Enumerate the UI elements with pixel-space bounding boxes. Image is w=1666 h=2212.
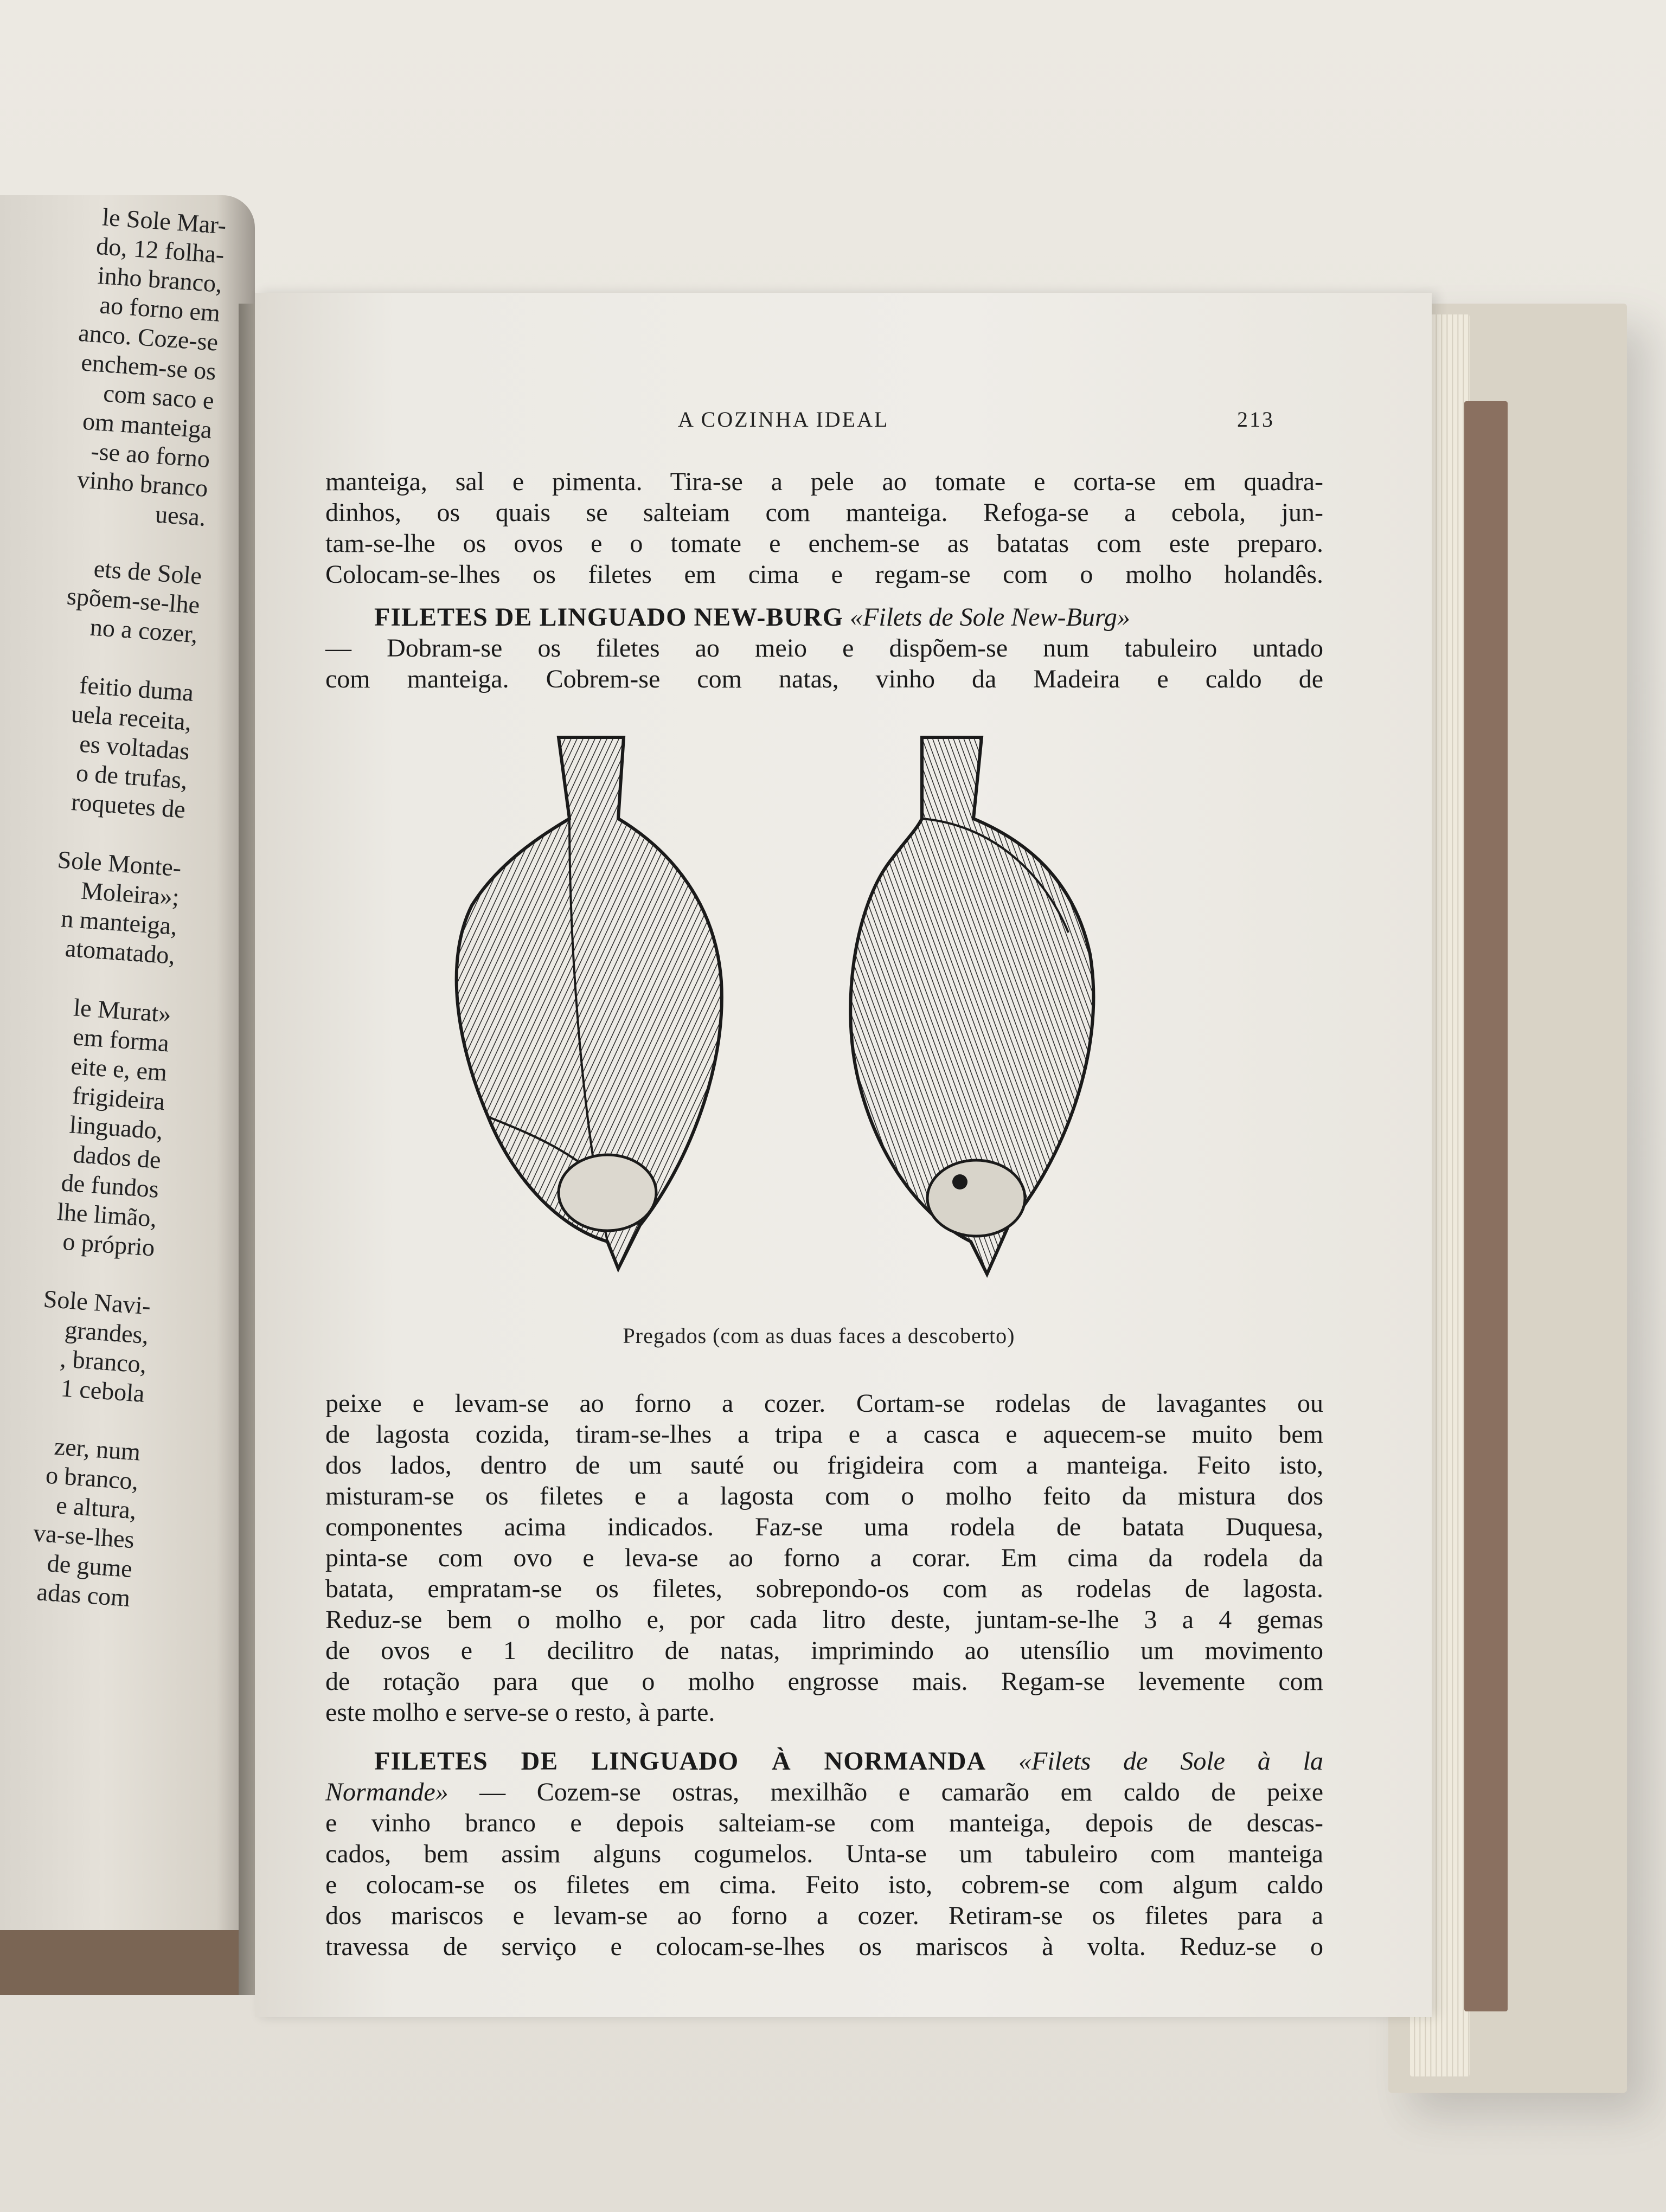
text-line: este molho e serve-se o resto, à parte.	[325, 1698, 715, 1727]
left-text-line: de fundos	[60, 1168, 160, 1203]
left-text-line: eite e, em	[70, 1052, 168, 1086]
left-text-line: dados de	[72, 1140, 162, 1174]
book-cover-edge	[1464, 401, 1508, 2011]
text-line: de ovos e 1 decilitro de natas, imprimindo ao utensílio um movimento	[325, 1636, 1323, 1665]
text-line: cados, bem assim alguns cogumelos. Unta-se um tabuleiro com manteiga	[325, 1840, 1323, 1868]
left-text-line: zer, num	[53, 1432, 142, 1466]
left-text-line: atomatado,	[64, 934, 176, 969]
text-line: dinhos, os quais se salteiam com manteiga. Refoga-se a cebola, jun-	[325, 498, 1323, 527]
left-text-line: frigideira	[71, 1081, 166, 1116]
left-text-line: o de trufas,	[75, 758, 189, 794]
text-line: pinta-se com ovo e leva-se ao forno a corar. Em cima da rodela da	[325, 1544, 1323, 1572]
left-text-line: com saco e	[102, 379, 215, 415]
text-line: e vinho branco e depois salteiam-se com manteiga, depois de descas-	[325, 1809, 1323, 1837]
recipe-heading	[325, 1746, 1323, 1777]
left-text-line: no a cozer,	[89, 613, 199, 648]
left-cover	[0, 1930, 255, 1995]
left-text-line: anco. Coze-se	[77, 318, 219, 356]
text-line: de lagosta cozida, tiram-se-lhes a tripa e a casca e aquecem-se muito bem	[325, 1420, 1323, 1449]
left-text-line: om manteiga	[81, 407, 213, 444]
recipe-title: FILETES DE LINGUADO NEW-BURG	[374, 603, 844, 632]
recipe-french-name: «Filets de Sole à la	[1018, 1747, 1324, 1776]
left-text-line: vinho branco	[76, 465, 209, 502]
text-line: com manteiga. Cobrem-se com natas, vinho da Madeira e caldo de	[325, 665, 1323, 693]
left-text-line: do, 12 folha-	[95, 232, 226, 269]
left-text-line: lhe limão,	[56, 1197, 158, 1232]
left-text-line: es voltadas	[78, 729, 191, 765]
book-title: A COZINHA IDEAL	[678, 407, 889, 432]
running-head	[678, 407, 1274, 439]
left-text-line: o branco,	[44, 1461, 139, 1495]
text-line: peixe e levam-se ao forno a cozer. Cortam-se rodelas de lavagantes ou	[325, 1389, 1323, 1418]
left-text-line: ao forno em	[99, 291, 221, 327]
page-number: 213	[1237, 407, 1274, 432]
text-line: dos lados, dentro de um sauté ou frigideira com a manteiga. Feito isto,	[325, 1451, 1323, 1480]
left-text-line: enchem-se os	[80, 348, 217, 385]
turbot-illustration-icon	[445, 726, 1161, 1317]
left-text-line: linguado,	[68, 1110, 164, 1145]
text-line: travessa de serviço e colocam-se-lhes os mariscos à volta. Reduz-se o	[325, 1932, 1323, 1961]
left-text-line: n manteiga,	[60, 904, 178, 941]
left-text-line: le Murat»	[72, 993, 172, 1028]
left-text-line: ets de Sole	[93, 554, 203, 590]
left-text-line: spõem-se-lhe	[66, 582, 201, 619]
left-text-line: va-se-lhes	[32, 1519, 136, 1554]
turbot-topside	[850, 737, 1093, 1274]
text-line: — Dobram-se os filetes ao meio e dispõem-se num tabuleiro untado	[325, 634, 1323, 663]
text-line: batata, empratam-se os filetes, sobrepondo-os com as rodelas de lagosta.	[325, 1574, 1323, 1603]
left-text-line: o próprio	[62, 1227, 156, 1262]
recipe-french-name-cont: Normande»	[325, 1778, 448, 1806]
figure-caption: Pregados (com as duas faces a descoberto)	[623, 1323, 1015, 1348]
recipe-heading	[325, 602, 1323, 633]
left-text-line: e altura,	[55, 1491, 138, 1525]
left-text-line: Moleira»;	[80, 876, 181, 911]
text-line: misturam-se os filetes e a lagosta com o molho feito da mistura dos	[325, 1482, 1323, 1510]
left-text-line: grandes,	[64, 1315, 150, 1349]
left-text-line: uela receita,	[70, 699, 193, 736]
left-text-line: roquetes de	[70, 787, 187, 824]
left-text-line: inho branco,	[97, 261, 223, 298]
text-line: de rotação para que o molho engrosse mais. Regam-se levemente com	[325, 1667, 1323, 1696]
left-text-line: -se ao forno	[90, 436, 211, 473]
recipe-title: FILETES DE LINGUADO À NORMANDA	[374, 1747, 986, 1776]
text-line: componentes acima indicados. Faz-se uma rodela de batata Duquesa,	[325, 1513, 1323, 1541]
left-text-line: em forma	[72, 1023, 170, 1057]
text-line	[325, 1777, 1323, 1808]
text-line: Reduz-se bem o molho e, por cada litro deste, juntam-se-lhe 3 a 4 gemas	[325, 1605, 1323, 1634]
left-text-line: le Sole Mar-	[101, 203, 227, 240]
recipe-new-burg-body	[325, 1388, 1323, 1728]
left-text-line: adas com	[36, 1578, 131, 1612]
text-line: dos mariscos e levam-se ao forno a cozer. Retiram-se os filetes para a	[325, 1901, 1323, 1930]
left-text-line: de gume	[46, 1549, 133, 1583]
left-text-line: , branco,	[59, 1345, 148, 1379]
left-text-line: Sole Navi-	[42, 1284, 152, 1320]
text-run: — Cozem-se ostras, mexilhão e camarão em caldo de peixe	[448, 1778, 1323, 1806]
recipe-normanda	[325, 1746, 1323, 1962]
text-line: manteiga, sal e pimenta. Tira-se a pele ao tomate e corta-se em quadra-	[325, 467, 1323, 496]
recipe-french-name: «Filets de Sole New-Burg»	[850, 603, 1130, 632]
text-line: e colocam-se os filetes em cima. Feito isto, cobrem-se com algum caldo	[325, 1870, 1323, 1899]
left-text-line: 1 cebola	[60, 1374, 146, 1407]
turbot-underside	[457, 737, 722, 1269]
intro-paragraph	[325, 466, 1323, 590]
text-line: tam-se-lhe os ovos e o tomate e enchem-se as batatas com este preparo.	[325, 529, 1323, 558]
text-line: Colocam-se-lhes os filetes em cima e regam-se com o molho holandês.	[325, 560, 1323, 589]
left-text-line: uesa.	[154, 500, 207, 531]
left-text-line: feitio duma	[78, 671, 195, 707]
left-text-line: Sole Monte-	[56, 845, 183, 882]
recipe-new-burg-top	[325, 602, 1323, 695]
